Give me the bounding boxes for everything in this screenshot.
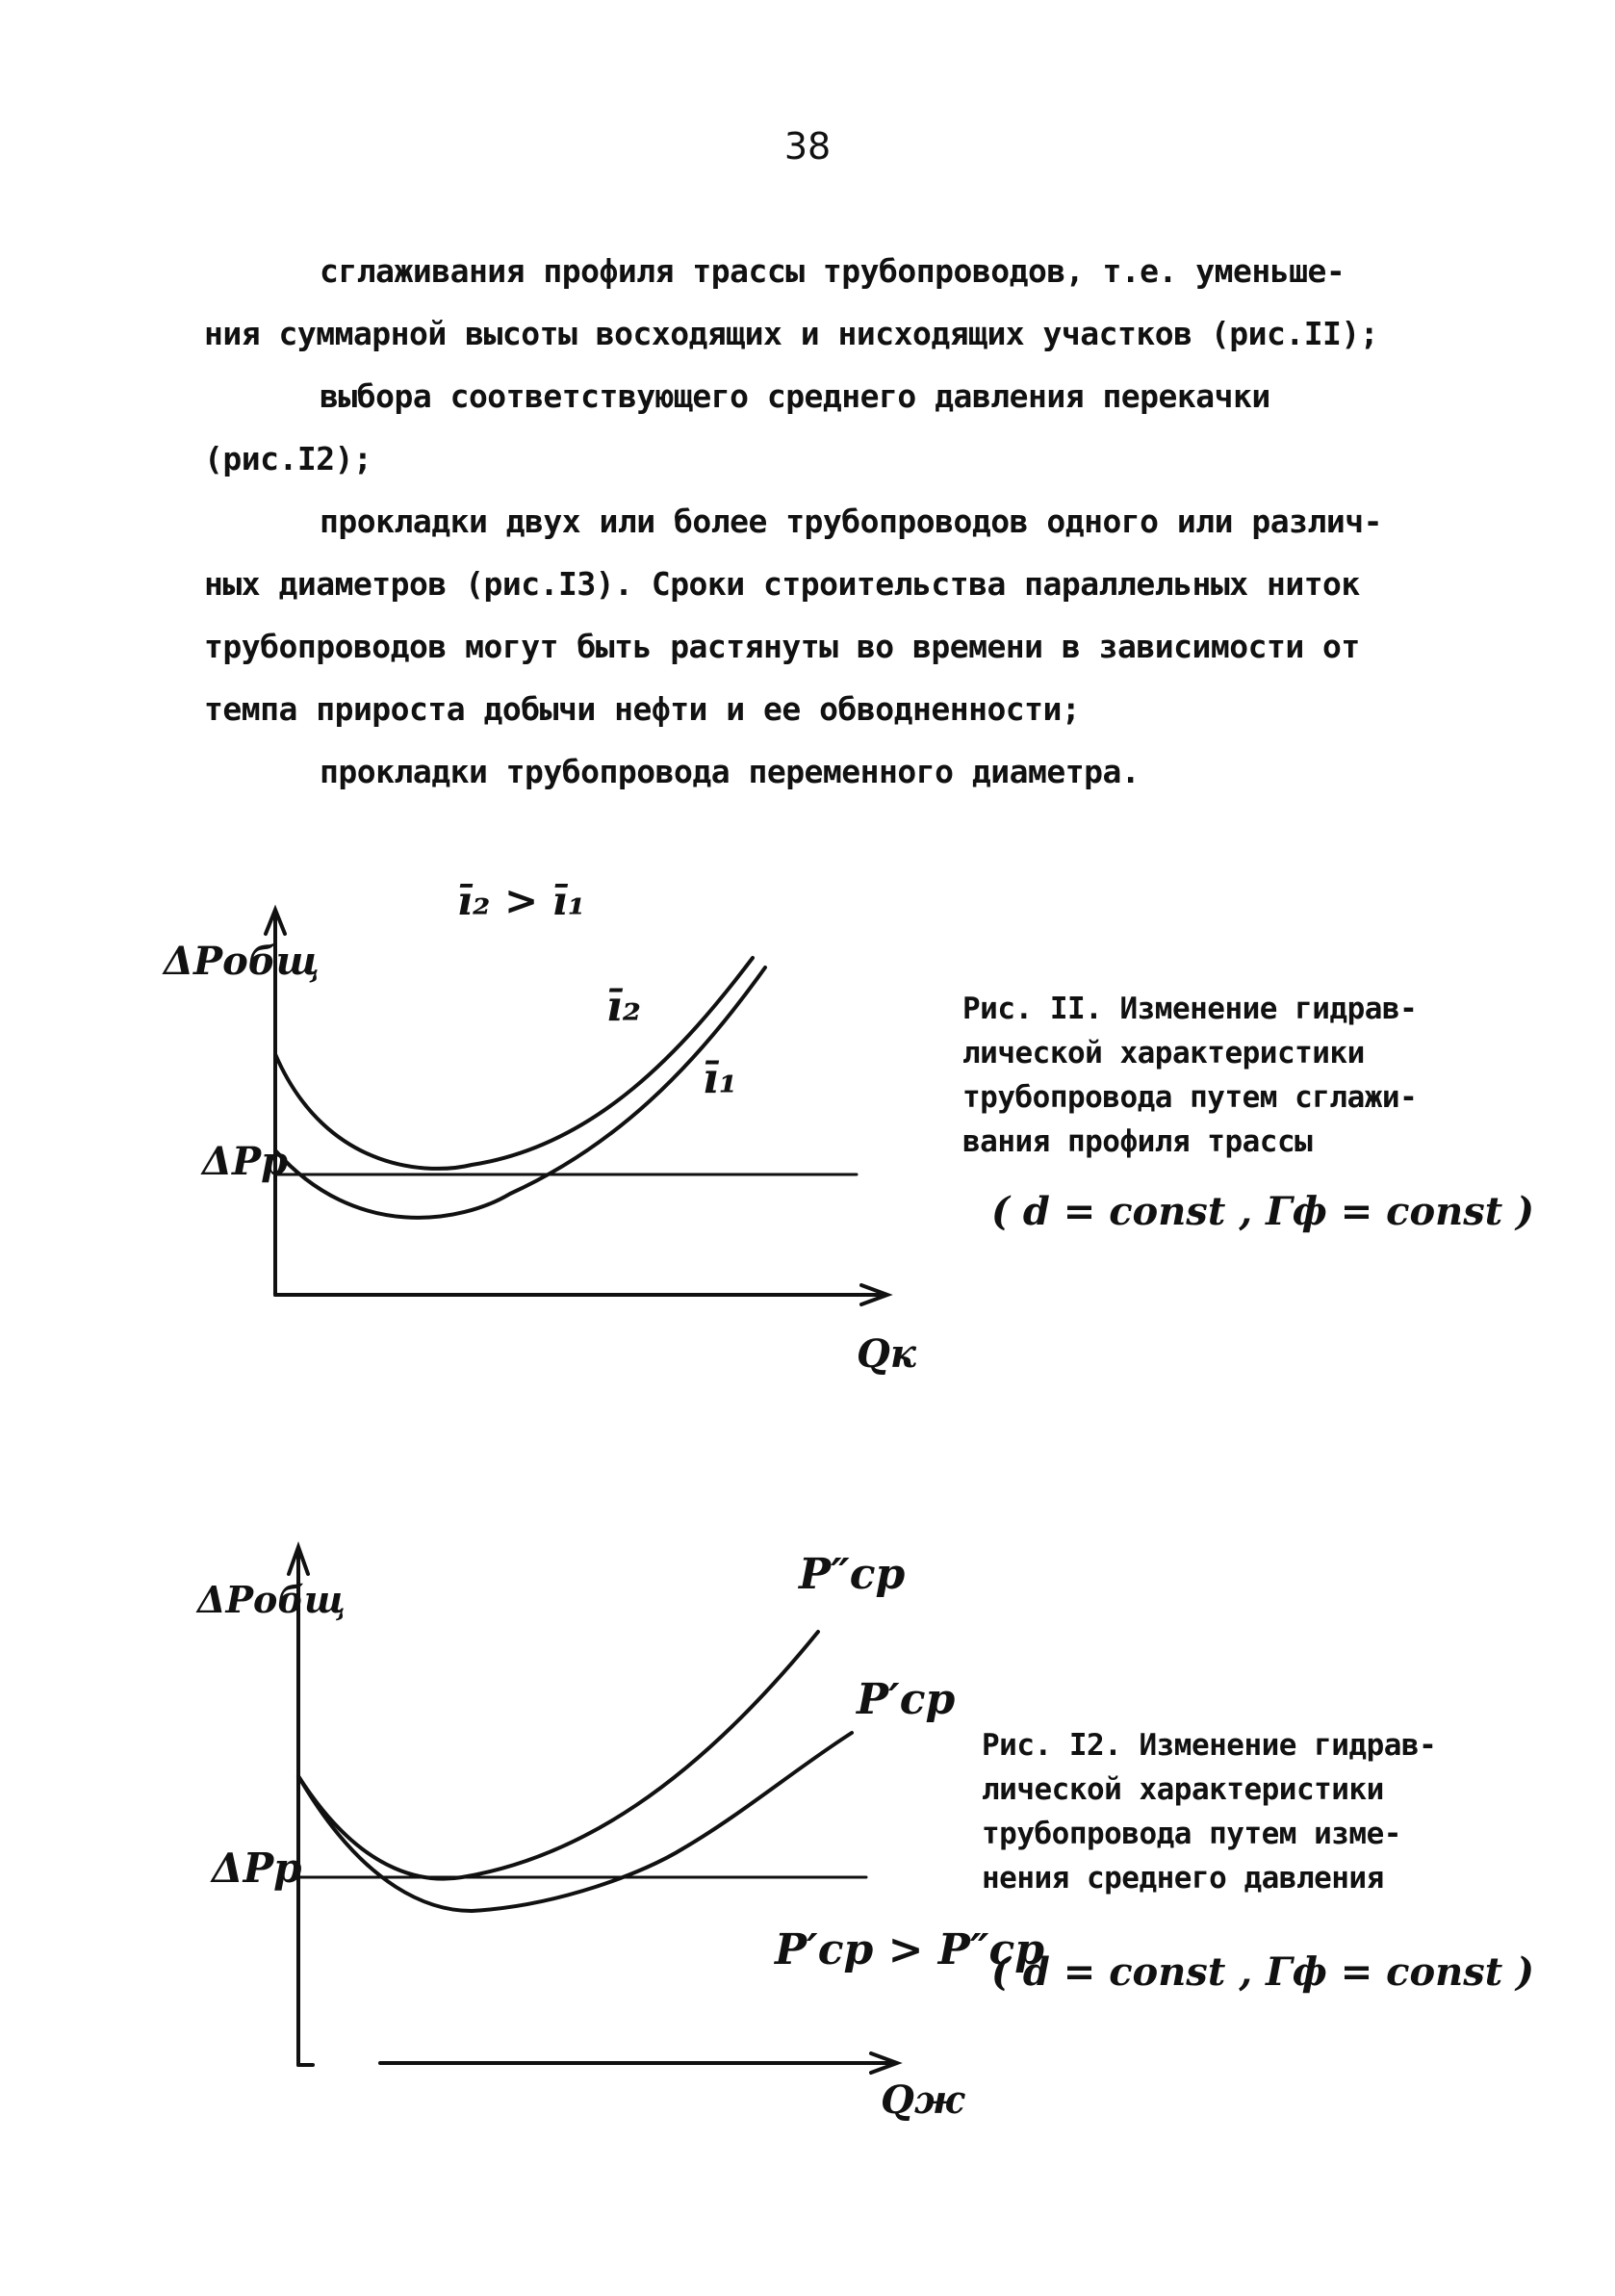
fig11-y-label: ΔPобщ — [164, 939, 320, 984]
text-line-7: трубопроводов могут быть растянуты во времени в зависимости от — [204, 628, 1360, 665]
text-line-5: прокладки двух или более трубопроводов одного или различ- — [320, 503, 1382, 540]
figure-12-plot — [144, 1526, 1045, 2123]
fig12-caption-line-4: нения среднего давления — [982, 1861, 1384, 1896]
text-line-1: сглаживания профиля трассы трубопроводов, т.е. уменьше- — [320, 252, 1346, 290]
fig12-x-label: Qж — [881, 2077, 965, 2123]
fig11-caption-line-2: лической характеристики — [962, 1036, 1365, 1071]
fig12-curve-label-p1: P′ср — [857, 1675, 956, 1724]
figure-11-plot — [144, 857, 943, 1396]
fig11-caption-line-1: Рис. II. Изменение гидрав- — [962, 992, 1418, 1026]
fig12-relation: P′ср > P″ср — [775, 1925, 1045, 1974]
fig12-curve-p1 — [298, 1733, 852, 1911]
text-line-3: выбора соответствующего среднего давления перекачки — [320, 377, 1270, 415]
fig12-caption-line-2: лической характеристики — [982, 1772, 1384, 1807]
fig11-curve-i1 — [275, 967, 765, 1218]
fig11-condition: ( d = const , Гф = const ) — [991, 1189, 1535, 1234]
fig11-caption-line-4: вания профиля трассы — [962, 1124, 1313, 1159]
fig12-condition: ( d = const , Гф = const ) — [991, 1949, 1535, 1995]
page-number: 38 — [783, 125, 832, 168]
fig11-caption-line-3: трубопровода путем сглажи- — [962, 1080, 1418, 1115]
text-line-6: ных диаметров (рис.I3). Сроки строительства параллельных ниток — [204, 565, 1360, 603]
fig12-curve-p2 — [298, 1632, 818, 1879]
fig12-ref-label: ΔPр — [212, 1845, 302, 1892]
fig12-caption-line-1: Рис. I2. Изменение гидрав- — [982, 1728, 1437, 1763]
fig11-ref-label: ΔPр — [202, 1139, 289, 1184]
fig12-curve-label-p2: P″ср — [799, 1550, 906, 1599]
text-line-8: темпа прироста добычи нефти и ее обводненности; — [204, 690, 1081, 728]
figure-12-caption — [982, 1723, 1436, 1900]
text-line-9: прокладки трубопровода переменного диаметра. — [320, 753, 1141, 790]
fig11-curve-i2 — [275, 958, 753, 1169]
fig12-caption-line-3: трубопровода путем изме- — [982, 1817, 1401, 1851]
fig11-relation: ī₂ > ī₁ — [457, 877, 586, 924]
fig11-curve-label-i1: ī₁ — [703, 1054, 737, 1103]
figure-11-caption — [962, 987, 1417, 1164]
text-line-2: ния суммарной высоты восходящих и нисходящих участков (рис.II); — [204, 315, 1379, 352]
fig11-curve-label-i2: ī₂ — [606, 982, 641, 1031]
fig12-y-label: ΔPобщ — [197, 1578, 346, 1621]
text-line-4: (рис.I2); — [204, 440, 372, 477]
fig11-x-label: Qк — [857, 1331, 916, 1377]
